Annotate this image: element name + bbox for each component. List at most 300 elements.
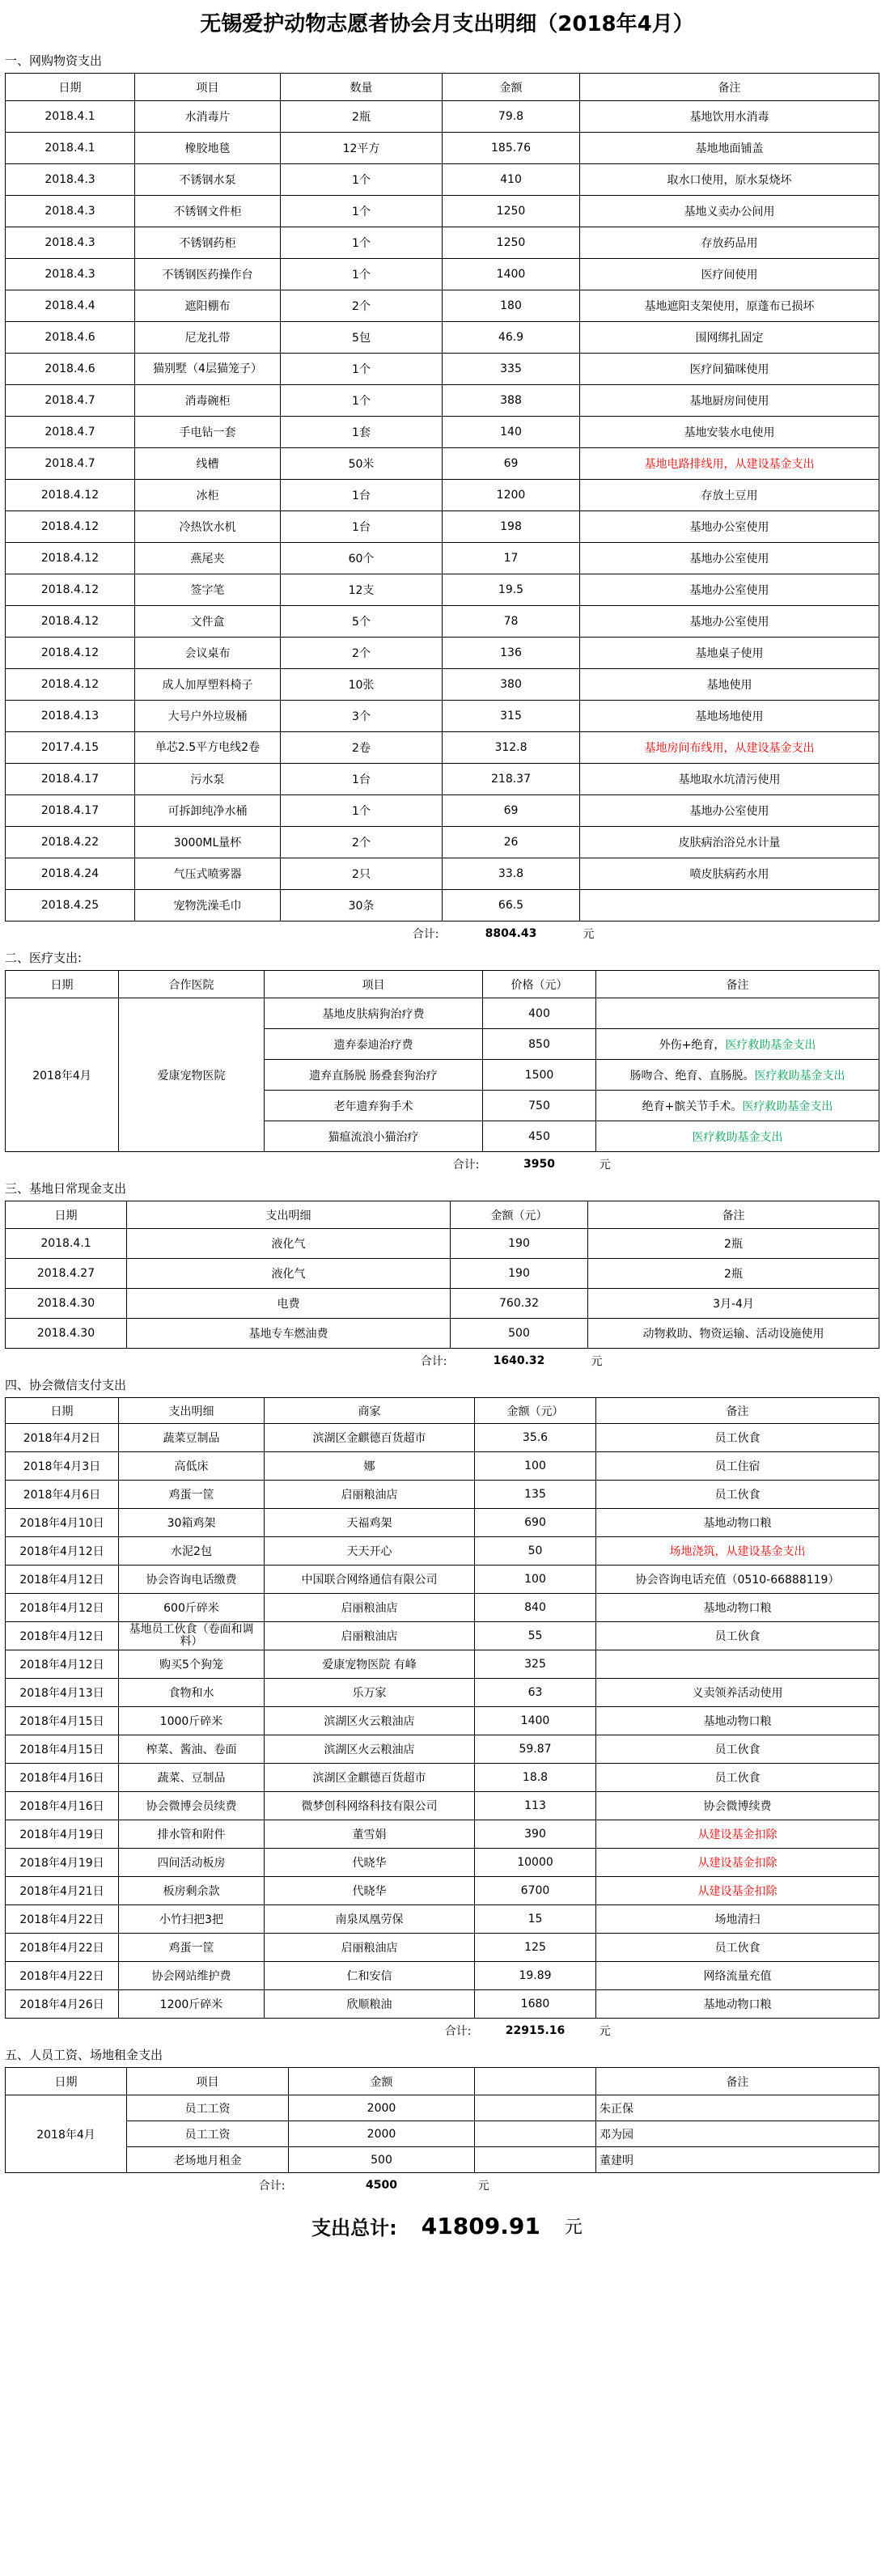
table-cell: 50米: [281, 448, 443, 480]
table-row: [6, 795, 879, 827]
table-cell: 2018.4.4: [6, 290, 135, 322]
column-header: 日期: [6, 2068, 127, 2095]
table-cell: 滨湖区金麒德百货超市: [265, 1424, 475, 1452]
table-cell: 69: [443, 795, 580, 827]
medical-price: 750: [483, 1091, 596, 1121]
table-cell: 2018.4.12: [6, 543, 135, 574]
table-cell: 1台: [281, 480, 443, 511]
table-cell: 2018.4.7: [6, 417, 135, 448]
table-cell: 60个: [281, 543, 443, 574]
table-cell: 2018年4月12日: [6, 1537, 119, 1566]
table-cell: 2018.4.7: [6, 448, 135, 480]
table-cell: 59.87: [475, 1735, 596, 1764]
table-cell: 15: [475, 1905, 596, 1934]
table-cell: 鸡蛋一筐: [119, 1934, 265, 1962]
table-row: [6, 701, 879, 732]
table-cell: 2018年4月22日: [6, 1905, 119, 1934]
table-cell: 1个: [281, 164, 443, 196]
table-cell: 125: [475, 1934, 596, 1962]
table-cell: 2018年4月2日: [6, 1424, 119, 1452]
total-value: 3950: [523, 1158, 555, 1171]
table-cell: 基地办公室使用: [580, 511, 879, 543]
table-cell: 存放药品用: [580, 227, 879, 259]
table-cell: 2018.4.1: [6, 133, 135, 164]
medical-price: 1500: [483, 1060, 596, 1091]
column-header: 数量: [281, 74, 443, 101]
table-cell: 猫别墅（4层猫笼子）: [135, 354, 281, 385]
column-header: 备注: [588, 1201, 879, 1229]
header-row: [6, 971, 879, 998]
table-cell: 2018.4.3: [6, 164, 135, 196]
table-cell: 员工伙食: [596, 1764, 879, 1792]
table-cell: 中国联合网络通信有限公司: [265, 1566, 475, 1594]
table-row: [6, 543, 879, 574]
table-cell: 2018.4.27: [6, 1259, 127, 1289]
column-header: 项目: [265, 971, 483, 998]
table-cell: 取水口使用，原水泵烧坏: [580, 164, 879, 196]
table-cell: 基地场地使用: [580, 701, 879, 732]
salary-amount: 500: [289, 2147, 475, 2173]
table-cell: 2个: [281, 827, 443, 858]
salary-amount: 2000: [289, 2095, 475, 2121]
table-row: [6, 998, 879, 1029]
column-header: 备注: [596, 2068, 879, 2095]
table-cell: 单芯2.5平方电线2卷: [135, 732, 281, 764]
table-cell: 娜: [265, 1452, 475, 1481]
table-cell: 动物救助、物资运输、活动设施使用: [588, 1319, 879, 1349]
table-cell: 小竹扫把3把: [119, 1905, 265, 1934]
table-cell: 218.37: [443, 764, 580, 795]
table-cell: 10张: [281, 669, 443, 701]
table-cell: 100: [475, 1566, 596, 1594]
total-unit: 元: [477, 2180, 489, 2193]
table-cell: 2018年4月15日: [6, 1735, 119, 1764]
table-cell: 198: [443, 511, 580, 543]
table-row: [6, 1650, 879, 1679]
column-header: 备注: [596, 971, 879, 998]
table-cell: 基地动物口粮: [596, 1707, 879, 1735]
table-cell: 2018年4月21日: [6, 1877, 119, 1905]
table-cell: 3月-4月: [588, 1289, 879, 1319]
table-cell: 基地动物口粮: [596, 1509, 879, 1537]
table-cell: 基地办公室使用: [580, 795, 879, 827]
table-cell: 协会网站维护费: [119, 1962, 265, 1990]
table-cell: 文件盒: [135, 606, 281, 638]
table-cell: 600斤碎米: [119, 1594, 265, 1622]
table-cell: 围网绑扎固定: [580, 322, 879, 354]
table-cell: 2018年4月15日: [6, 1707, 119, 1735]
total-row: [6, 2019, 879, 2044]
table-cell: 污水泵: [135, 764, 281, 795]
total-spacer: 合计:: [412, 928, 439, 941]
table-cell: 液化气: [127, 1259, 451, 1289]
table-cell: 签字笔: [135, 574, 281, 606]
column-header: 价格（元）: [483, 971, 596, 998]
table-cell: 场地清扫: [596, 1905, 879, 1934]
table-cell: 液化气: [127, 1229, 451, 1259]
medical-note: [596, 1121, 879, 1152]
table-row: [6, 511, 879, 543]
grand-total-unit: 元: [564, 2217, 583, 2238]
table-cell: 1400: [443, 259, 580, 290]
table-cell: 从建设基金扣除: [596, 1849, 879, 1877]
table-cell: 皮肤病治浴兑水计量: [580, 827, 879, 858]
table-cell: 电费: [127, 1289, 451, 1319]
medical-price: 850: [483, 1029, 596, 1060]
table-online-purchases: [5, 73, 879, 946]
table-cell: 2018年4月10日: [6, 1509, 119, 1537]
table-cell: 线槽: [135, 448, 281, 480]
table-row: [6, 858, 879, 890]
column-header: 备注: [596, 1398, 879, 1424]
table-row: [6, 1962, 879, 1990]
table-cell: 义卖领养活动使用: [596, 1679, 879, 1707]
table-cell: 协会咨询电话缴费: [119, 1566, 265, 1594]
salary-note: 邓为园: [596, 2121, 879, 2147]
page-title: 无锡爱护动物志愿者协会月支出明细（2018年4月）: [200, 12, 694, 36]
section-5-title: 五、人员工资、场地租金支出: [5, 2048, 163, 2062]
total-unit: 元: [599, 1159, 611, 1171]
medical-fund-note: 医疗救助基金支出: [725, 1038, 816, 1052]
table-row: [6, 354, 879, 385]
table-cell: 2018.4.24: [6, 858, 135, 890]
table-cell: 员工伙食: [596, 1481, 879, 1509]
table-cell: 390: [475, 1820, 596, 1849]
table-cell: 2018.4.6: [6, 322, 135, 354]
table-cell: 气压式喷雾器: [135, 858, 281, 890]
table-cell: 1200: [443, 480, 580, 511]
table-cell: 板房剩余款: [119, 1877, 265, 1905]
table-cell: 2瓶: [588, 1259, 879, 1289]
total-value: 8804.43: [485, 927, 537, 940]
total-spacer: 合计:: [452, 1159, 480, 1171]
table-row: [6, 322, 879, 354]
table-cell: 840: [475, 1594, 596, 1622]
column-header: 金额: [289, 2068, 475, 2095]
table-cell: 启丽粮油店: [265, 1934, 475, 1962]
column-header: 项目: [127, 2068, 289, 2095]
table-row: [6, 669, 879, 701]
table-cell: 网络流量充值: [596, 1962, 879, 1990]
table-cell: 医疗间猫咪使用: [580, 354, 879, 385]
table-row: [6, 480, 879, 511]
total-unit: 元: [591, 1355, 603, 1368]
table-cell: [596, 1650, 879, 1679]
total-row: [6, 2173, 879, 2198]
table-row: [6, 133, 879, 164]
table-cell: 1套: [281, 417, 443, 448]
table-cell: 2018年4月22日: [6, 1934, 119, 1962]
medical-price: 400: [483, 998, 596, 1029]
header-row: [6, 74, 879, 101]
table-cell: 基地专车燃油费: [127, 1319, 451, 1349]
salary-note: 董建明: [596, 2147, 879, 2173]
column-header: 项目: [135, 74, 281, 101]
section-2-title: 二、医疗支出:: [5, 951, 83, 965]
table-cell: 基地员工伙食（卷面和调料）: [119, 1622, 265, 1650]
section-1-title: 一、网购物资支出: [5, 53, 103, 68]
table-cell: 1680: [475, 1990, 596, 2019]
table-cell: 成人加厚塑料椅子: [135, 669, 281, 701]
table-cell: 2018.4.7: [6, 385, 135, 417]
table-cell: 135: [475, 1481, 596, 1509]
medical-note: [596, 1029, 879, 1060]
table-cell: 2018.4.12: [6, 480, 135, 511]
table-row: [6, 1566, 879, 1594]
table-cell: 员工伙食: [596, 1622, 879, 1650]
table-cell: 水泥2包: [119, 1537, 265, 1566]
table-cell: 基地办公室使用: [580, 543, 879, 574]
table-cell: 760.32: [451, 1289, 588, 1319]
table-row: [6, 164, 879, 196]
table-row: [6, 732, 879, 764]
table-cell: 2只: [281, 858, 443, 890]
table-cell: 3000ML量杯: [135, 827, 281, 858]
total-value: 1640.32: [493, 1354, 545, 1367]
table-cell: 325: [475, 1650, 596, 1679]
table-cell: 基地电路排线用，从建设基金支出: [580, 448, 879, 480]
table-cell: 30条: [281, 890, 443, 922]
table-cell: 蔬菜、豆制品: [119, 1764, 265, 1792]
table-cell: 基地义卖办公间用: [580, 196, 879, 227]
table-cell: 基地动物口粮: [596, 1990, 879, 2019]
column-header: 金额: [443, 74, 580, 101]
table-cell: 2018.4.1: [6, 1229, 127, 1259]
table-cell: 鸡蛋一筐: [119, 1481, 265, 1509]
table-cell: 基地地面铺盖: [580, 133, 879, 164]
table-cell: 代晓华: [265, 1877, 475, 1905]
table-cell: 315: [443, 701, 580, 732]
medical-price: 450: [483, 1121, 596, 1152]
column-header: 金额（元）: [451, 1201, 588, 1229]
grand-total-label: 支出总计:: [311, 2216, 397, 2239]
salary-item: 员工工资: [127, 2121, 289, 2147]
table-cell: 员工伙食: [596, 1735, 879, 1764]
table-cell: 基地使用: [580, 669, 879, 701]
medical-fund-note: 医疗救助基金支出: [754, 1069, 845, 1083]
total-unit: 元: [583, 928, 595, 941]
table-cell: 2018.4.3: [6, 259, 135, 290]
medical-item: 猫瘟流浪小猫治疗: [265, 1121, 483, 1152]
table-cell: 手电钻一套: [135, 417, 281, 448]
table-cell: 从建设基金扣除: [596, 1877, 879, 1905]
table-cell: 基地办公室使用: [580, 574, 879, 606]
medical-item: 老年遗弃狗手术: [265, 1091, 483, 1121]
table-cell: 天福鸡架: [265, 1509, 475, 1537]
total-row: [6, 1349, 879, 1374]
table-cell: 100: [475, 1452, 596, 1481]
table-cell: 南泉凤凰劳保: [265, 1905, 475, 1934]
table-cell: 代晓华: [265, 1849, 475, 1877]
table-cell: 55: [475, 1622, 596, 1650]
table-cell: 2018.4.12: [6, 511, 135, 543]
table-cell: 19.89: [475, 1962, 596, 1990]
table-cell: 不锈钢水泵: [135, 164, 281, 196]
table-cell: 2017.4.15: [6, 732, 135, 764]
table-cell: 50: [475, 1537, 596, 1566]
table-cell: 医疗间使用: [580, 259, 879, 290]
table-cell: 66.5: [443, 890, 580, 922]
table-medical: [5, 970, 879, 1176]
table-daily-cash: [5, 1201, 879, 1373]
table-cell: 2018年4月19日: [6, 1849, 119, 1877]
medical-note-text: 肠吻合、绝育、直肠脱。: [629, 1069, 755, 1083]
medical-item: 遗弃直肠脱 肠叠套狗治疗: [265, 1060, 483, 1091]
medical-fund-note: 医疗救助基金支出: [692, 1130, 783, 1144]
table-row: [6, 1764, 879, 1792]
table-cell: 2018.4.12: [6, 606, 135, 638]
table-cell: 1台: [281, 511, 443, 543]
table-cell: 橡胶地毯: [135, 133, 281, 164]
total-unit: 元: [599, 2025, 611, 2038]
column-header: 支出明细: [127, 1201, 451, 1229]
table-row: [6, 764, 879, 795]
table-salary-rent: [5, 2067, 879, 2197]
table-cell: 2018年4月19日: [6, 1820, 119, 1849]
table-cell: 遮阳棚布: [135, 290, 281, 322]
table-cell: 不锈钢文件柜: [135, 196, 281, 227]
table-cell: 190: [451, 1259, 588, 1289]
table-cell: 2018年4月22日: [6, 1962, 119, 1990]
table-cell: 380: [443, 669, 580, 701]
table-cell: 2018年4月26日: [6, 1990, 119, 2019]
table-cell: 2018年4月12日: [6, 1650, 119, 1679]
table-cell: 1000斤碎米: [119, 1707, 265, 1735]
table-row: [6, 1259, 879, 1289]
table-cell: 员工伙食: [596, 1424, 879, 1452]
medical-note: [596, 998, 879, 1029]
table-cell: 140: [443, 417, 580, 448]
table-cell: 1个: [281, 795, 443, 827]
table-cell: 335: [443, 354, 580, 385]
table-cell: 基地饮用水消毒: [580, 101, 879, 133]
medical-note: [596, 1091, 879, 1121]
table-cell: 基地遮阳支架使用，原蓬布已损坏: [580, 290, 879, 322]
table-row: [6, 1319, 879, 1349]
table-row: [6, 196, 879, 227]
table-row: [6, 417, 879, 448]
total-spacer: 合计:: [420, 1355, 447, 1368]
table-cell: 冰柜: [135, 480, 281, 511]
table-cell: 滨湖区火云粮油店: [265, 1707, 475, 1735]
table-cell: 爱康宠物医院 有峰: [265, 1650, 475, 1679]
table-cell: 榨菜、酱油、卷面: [119, 1735, 265, 1764]
column-header: 合作医院: [119, 971, 265, 998]
table-cell: 基地安装水电使用: [580, 417, 879, 448]
table-cell: 不锈钢药柜: [135, 227, 281, 259]
total-spacer: 合计:: [444, 2025, 472, 2038]
header-row: [6, 2068, 879, 2095]
table-row: [6, 606, 879, 638]
table-cell: 协会微博会员续费: [119, 1792, 265, 1820]
table-cell: 协会咨询电话充值（0510-66888119）: [596, 1566, 879, 1594]
table-cell: 宠物洗澡毛巾: [135, 890, 281, 922]
table-cell: 1台: [281, 764, 443, 795]
table-row: [6, 385, 879, 417]
table-row: [6, 1792, 879, 1820]
table-cell: 30箱鸡架: [119, 1509, 265, 1537]
column-header: 日期: [6, 1201, 127, 1229]
total-row: [6, 1152, 879, 1177]
table-cell: 2018.4.12: [6, 638, 135, 669]
table-cell: 不锈钢医药操作台: [135, 259, 281, 290]
table-cell: 18.8: [475, 1764, 596, 1792]
table-cell: 蔬菜豆制品: [119, 1424, 265, 1452]
table-cell: 2018.4.13: [6, 701, 135, 732]
table-row: [6, 1424, 879, 1452]
table-cell: 可拆卸纯净水桶: [135, 795, 281, 827]
salary-item: 员工工资: [127, 2095, 289, 2121]
table-cell: 1个: [281, 259, 443, 290]
table-row: [6, 1934, 879, 1962]
grand-total: [0, 2197, 894, 2254]
table-cell: 1个: [281, 354, 443, 385]
table-cell: 2018年4月3日: [6, 1452, 119, 1481]
table-cell: 113: [475, 1792, 596, 1820]
table-cell: 2瓶: [281, 101, 443, 133]
table-cell: 基地动物口粮: [596, 1594, 879, 1622]
medical-note: [596, 1060, 879, 1091]
table-row: [6, 638, 879, 669]
column-header: 日期: [6, 971, 119, 998]
table-cell: 1250: [443, 227, 580, 259]
table-cell: 388: [443, 385, 580, 417]
table-cell: 5个: [281, 606, 443, 638]
table-cell: 2018.4.12: [6, 669, 135, 701]
table-cell: 2018.4.3: [6, 196, 135, 227]
table-row: [6, 1289, 879, 1319]
table-row: [6, 448, 879, 480]
table-cell: 2卷: [281, 732, 443, 764]
section-4-title: 四、协会微信支付支出: [5, 1378, 127, 1392]
column-header: 支出明细: [119, 1398, 265, 1424]
total-value: 22915.16: [505, 2024, 566, 2037]
table-cell: 2018.4.17: [6, 795, 135, 827]
salary-blank: [475, 2121, 596, 2147]
table-cell: 天天开心: [265, 1537, 475, 1566]
table-cell: 2个: [281, 638, 443, 669]
medical-item: 遗弃泰迪治疗费: [265, 1029, 483, 1060]
table-cell: 员工伙食: [596, 1934, 879, 1962]
medical-item: 基地皮肤病狗治疗费: [265, 998, 483, 1029]
column-header: 日期: [6, 1398, 119, 1424]
table-cell: 2018.4.6: [6, 354, 135, 385]
column-header: [475, 2068, 596, 2095]
total-spacer: 合计:: [258, 2180, 286, 2193]
section-3-title: 三、基地日常现金支出: [5, 1181, 127, 1196]
header-row: [6, 1398, 879, 1424]
table-row: [6, 1622, 879, 1650]
table-cell: 69: [443, 448, 580, 480]
table-row: [6, 1679, 879, 1707]
table-row: [6, 1735, 879, 1764]
table-cell: 基地房间布线用，从建设基金支出: [580, 732, 879, 764]
table-row: [6, 1481, 879, 1509]
table-cell: 2018.4.17: [6, 764, 135, 795]
total-value: 4500: [366, 2179, 397, 2192]
table-cell: 排水管和附件: [119, 1820, 265, 1849]
table-cell: 78: [443, 606, 580, 638]
table-cell: 启丽粮油店: [265, 1481, 475, 1509]
table-cell: 滨湖区火云粮油店: [265, 1735, 475, 1764]
table-cell: 10000: [475, 1849, 596, 1877]
table-cell: 500: [451, 1319, 588, 1349]
table-row: [6, 1537, 879, 1566]
medical-note-text: 绝育+髌关节手术。: [642, 1099, 743, 1113]
table-cell: 35.6: [475, 1424, 596, 1452]
table-row: [6, 1877, 879, 1905]
table-cell: 26: [443, 827, 580, 858]
